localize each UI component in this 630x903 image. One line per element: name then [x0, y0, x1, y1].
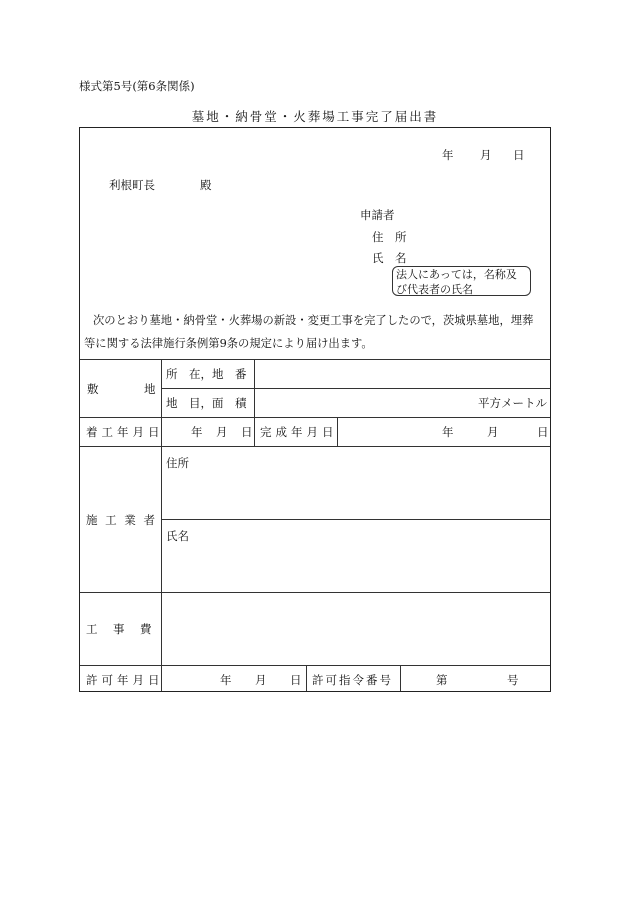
- contractor-label: 施 工 業 者: [86, 513, 157, 527]
- contractor-name-label: 氏名: [166, 529, 189, 543]
- permit-day: 日: [290, 673, 302, 687]
- permit-date-label: 許可年月日: [86, 673, 164, 687]
- corporate-note-line2: び代表者の氏名: [396, 283, 473, 296]
- completion-month: 月: [487, 425, 499, 439]
- applicant-name-label: 氏 名: [372, 251, 407, 265]
- divider-site: [162, 388, 550, 389]
- addressee: 利根町長: [109, 178, 155, 192]
- form-number: 様式第5号(第6条関係): [79, 79, 195, 93]
- location-label: 所 在，地 番: [166, 367, 247, 381]
- divider-permit-date: [306, 665, 307, 691]
- contractor-address-label: 住所: [166, 456, 189, 470]
- divider-label-col: [161, 359, 162, 691]
- site-label-b: 地: [144, 382, 156, 396]
- category-area-label: 地 目，面 積: [166, 396, 247, 410]
- permit-number-suffix: 号: [507, 673, 519, 687]
- honorific: 殿: [200, 178, 212, 192]
- completion-date-label: 完成年月日: [260, 425, 338, 439]
- statement-line2: 等に関する法律施行条例第9条の規定により届け出ます。: [84, 337, 373, 350]
- permit-number-label: 許可指令番号: [312, 673, 393, 687]
- start-day: 日: [241, 425, 253, 439]
- permit-year: 年: [220, 673, 232, 687]
- divider-permit-top: [80, 665, 550, 666]
- divider-contractor-mid: [161, 519, 550, 520]
- start-year: 年: [191, 425, 203, 439]
- statement-line1: 次のとおり墓地・納骨堂・火葬場の新設・変更工事を完了したので，茨城県墓地，埋葬: [93, 314, 534, 327]
- divider-site-sub: [254, 359, 255, 417]
- site-label-a: 敷: [87, 382, 99, 396]
- permit-number-prefix: 第: [436, 673, 448, 687]
- page-title: 墓地・納骨堂・火葬場工事完了届出書: [191, 109, 439, 124]
- divider-dates-top: [80, 417, 550, 418]
- applicant-address-label: 住 所: [372, 230, 407, 244]
- cost-label: 工 事 費: [86, 622, 154, 636]
- divider-contractor-top: [80, 446, 550, 447]
- date-day: 日: [513, 148, 525, 162]
- date-month: 月: [480, 148, 492, 162]
- form-table: [79, 127, 551, 692]
- completion-year: 年: [442, 425, 454, 439]
- divider-cost-top: [80, 592, 550, 593]
- date-year: 年: [442, 148, 454, 162]
- area-unit: 平方メートル: [478, 396, 547, 410]
- permit-month: 月: [255, 673, 267, 687]
- start-month: 月: [216, 425, 228, 439]
- completion-day: 日: [537, 425, 549, 439]
- divider-start-date: [254, 417, 255, 446]
- divider-permit-number: [400, 665, 401, 691]
- corporate-note-line1: 法人にあっては，名称及: [396, 268, 517, 281]
- divider-statement: [80, 359, 550, 360]
- start-date-label: 着工年月日: [86, 425, 164, 439]
- applicant-label: 申請者: [360, 208, 395, 222]
